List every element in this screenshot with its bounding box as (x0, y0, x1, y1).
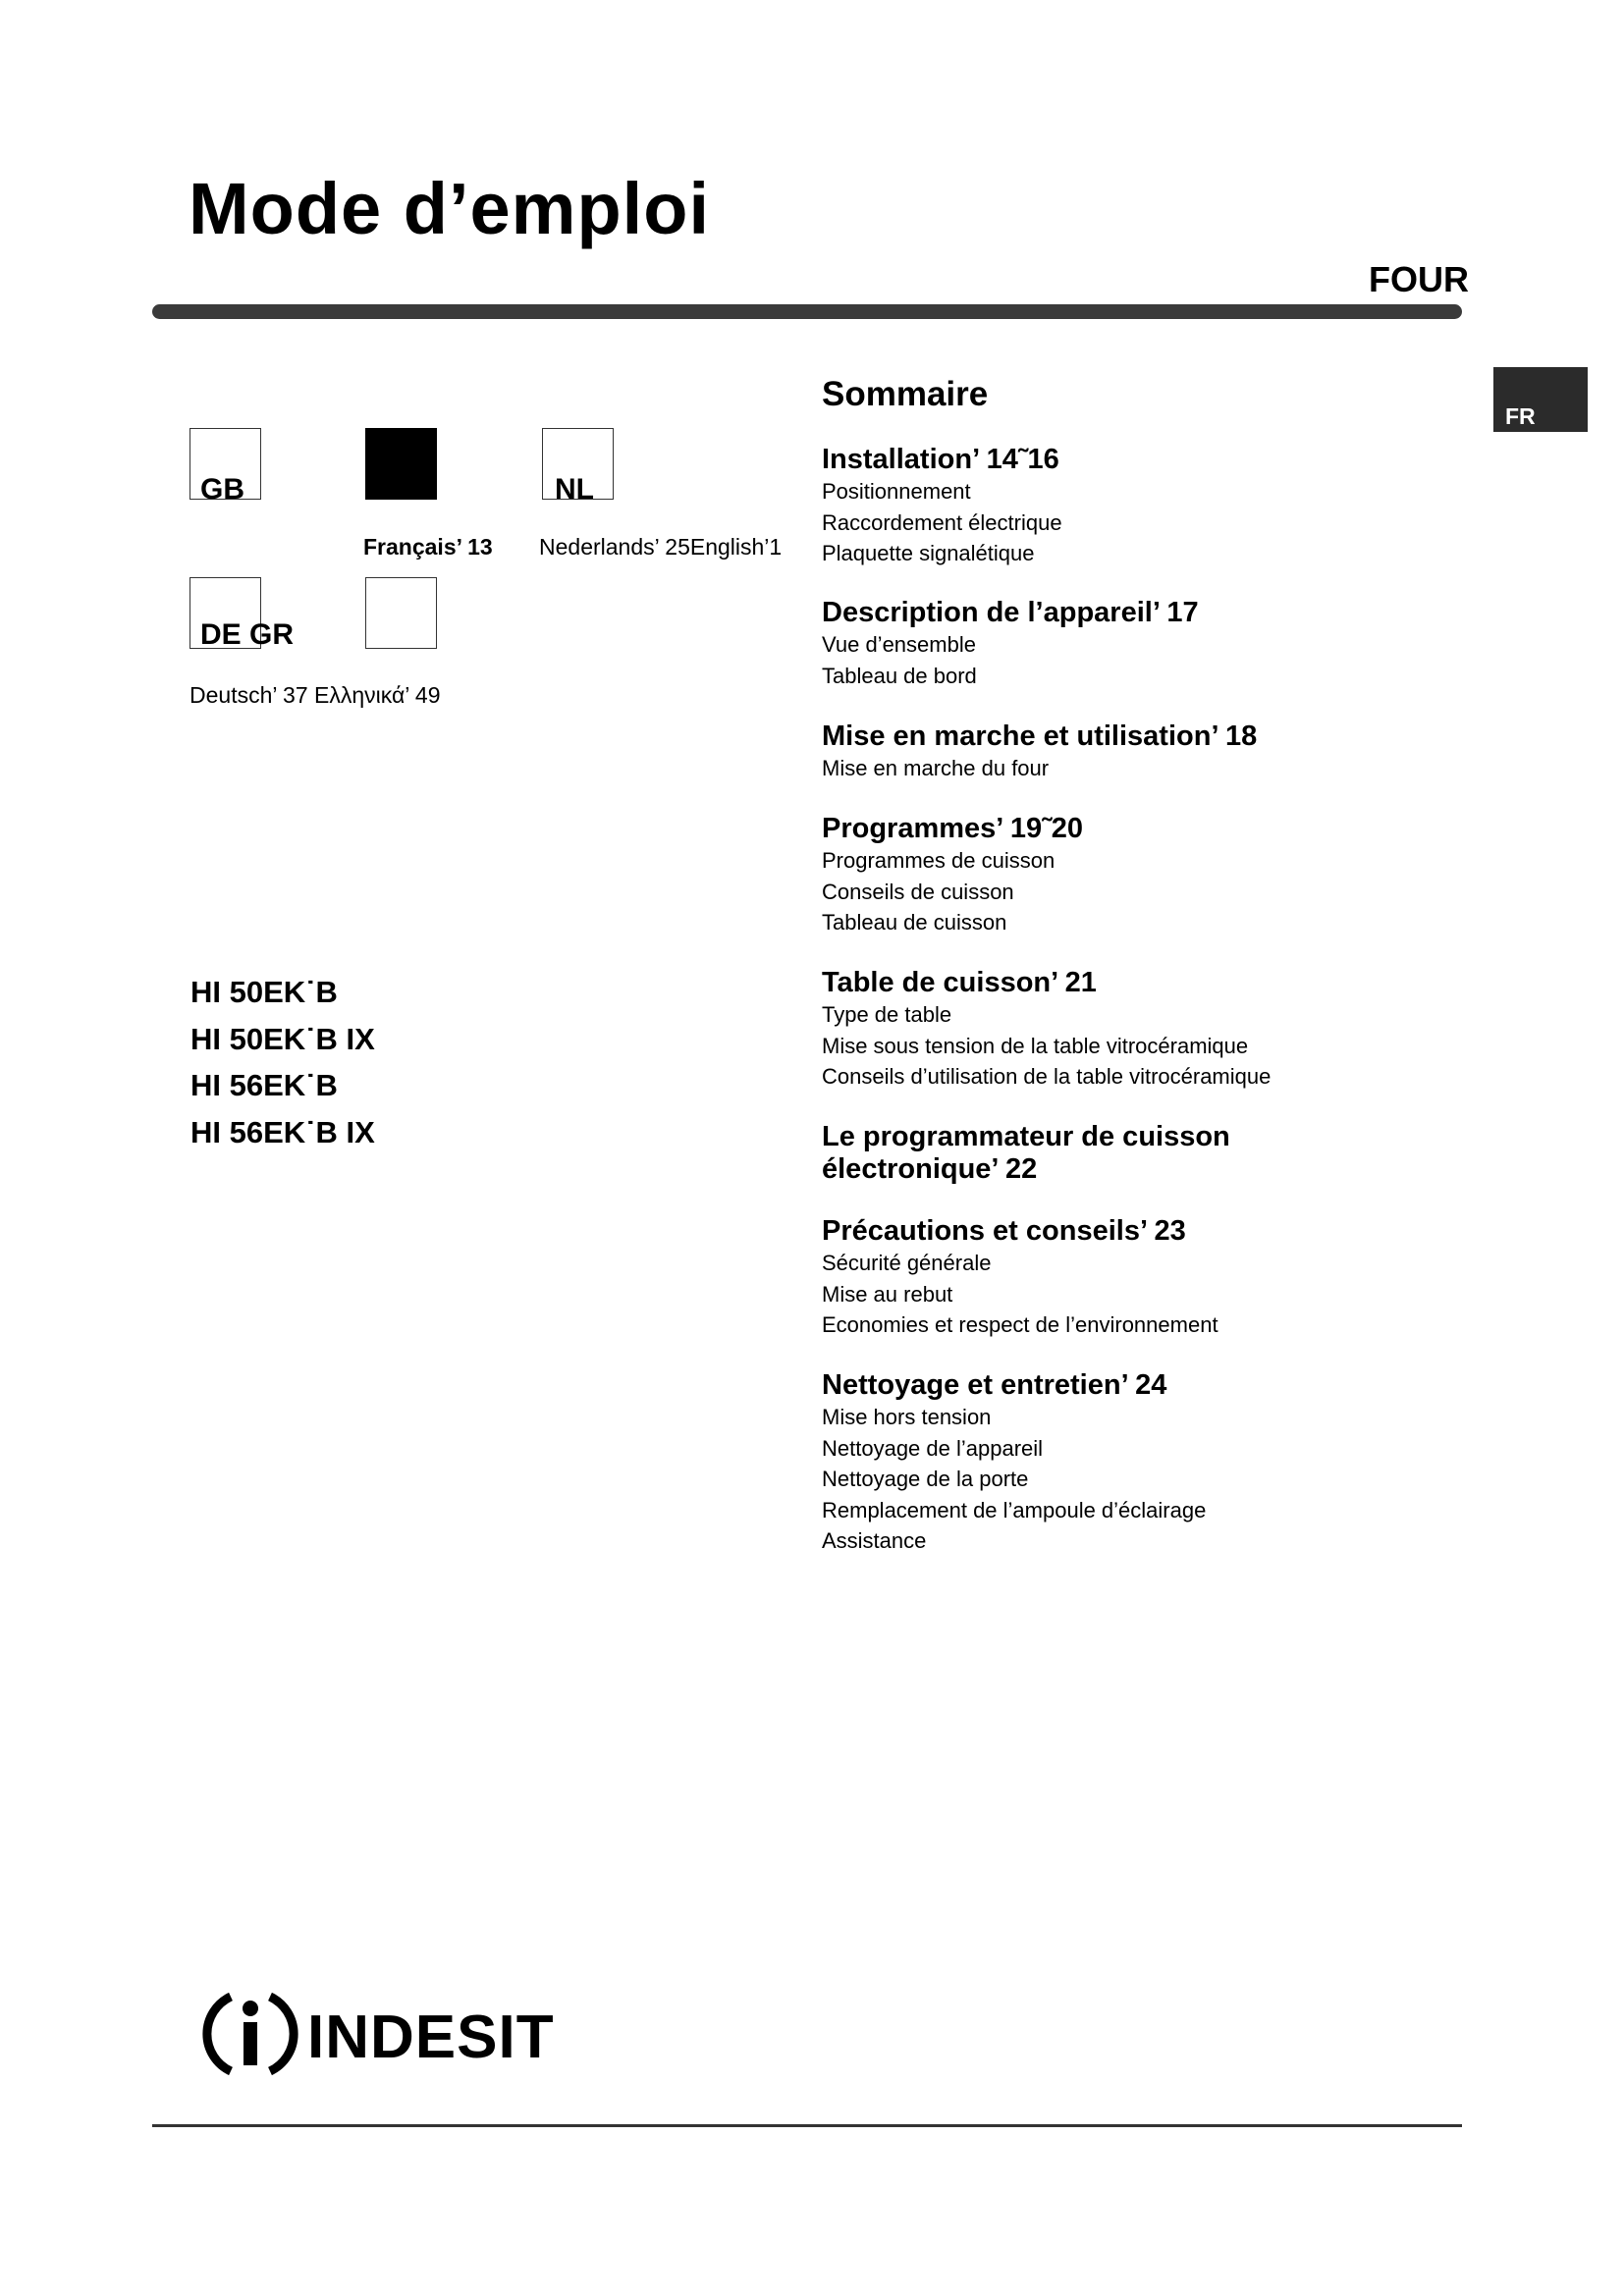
toc-section-title: Nettoyage et entretien’ 24 (822, 1369, 1167, 1401)
toc-section-description (822, 597, 1470, 691)
toc-item: Type de table (822, 1002, 952, 1027)
toc-section-table-cuisson (822, 967, 1470, 1093)
toc-section-programmes (822, 813, 1470, 938)
toc-item: Vue d’ensemble (822, 632, 976, 657)
lang-code-nl: NL (555, 473, 594, 506)
lang-code-gb: GB (200, 473, 244, 506)
lang-box-fr (365, 428, 437, 500)
toc-item: Mise en marche du four (822, 756, 1050, 780)
indesit-logo (201, 1985, 555, 2088)
toc-item: Sécurité générale (822, 1251, 992, 1275)
indesit-i-circle-icon (201, 1985, 299, 2083)
brand-name: INDESIT (307, 2003, 555, 2071)
toc-item: Remplacement de l’ampoule d’éclairage (822, 1497, 1207, 1522)
toc-section-programmateur (822, 1121, 1293, 1186)
toc-item: Raccordement électrique (822, 509, 1062, 535)
lang-label-francais: Français’ 13 (363, 534, 493, 560)
toc-item: Programmes de cuisson (822, 848, 1056, 873)
toc-section-title: Mise en marche et utilisation’ 18 (822, 721, 1258, 752)
toc-section-precautions (822, 1215, 1470, 1341)
toc-item: Assistance (822, 1528, 927, 1553)
model-number: HI 50EK˙B IX (190, 1022, 375, 1056)
lang-label-de-el: Deutsch’ 37 Ελληνικά’ 49 (189, 682, 441, 708)
page-title: Mode d’emploi (189, 168, 710, 249)
toc-item: Tableau de bord (822, 663, 977, 688)
toc-item: Plaquette signalétique (822, 541, 1035, 565)
toc-section-title: Installation’ 14˜16 (822, 444, 1059, 475)
toc-title: Sommaire (822, 375, 989, 413)
language-tab-fr (1493, 367, 1588, 432)
model-number: HI 50EK˙B (190, 975, 338, 1009)
toc-section-title: Description de l’appareil’ 17 (822, 597, 1199, 628)
toc-item: Economies et respect de l’environnement (822, 1312, 1218, 1337)
toc-item: Conseils d’utilisation de la table vitrocéramique (822, 1064, 1272, 1089)
toc-item: Mise sous tension de la table vitrocéramique (822, 1033, 1249, 1058)
document-type: FOUR (1369, 259, 1469, 299)
toc-item: Nettoyage de la porte (822, 1467, 1029, 1491)
lang-code-de-gr: DE GR (200, 618, 295, 651)
model-number: HI 56EK˙B IX (190, 1115, 375, 1149)
toc-section-title: Le programmateur de cuisson électronique’ 22 (822, 1121, 1230, 1185)
model-number: HI 56EK˙B (190, 1068, 338, 1102)
toc-section-title: Précautions et conseils’ 23 (822, 1215, 1186, 1247)
top-divider (152, 304, 1462, 319)
lang-label-nl-en: Nederlands’ 25English’1 (539, 534, 783, 560)
toc-section-title: Programmes’ 19˜20 (822, 813, 1083, 844)
toc-item: Mise hors tension (822, 1405, 992, 1429)
toc-section-nettoyage (822, 1369, 1470, 1557)
toc-item: Positionnement (822, 479, 971, 504)
toc-section-mise-en-marche (822, 721, 1470, 784)
toc-item: Mise au rebut (822, 1281, 953, 1307)
toc-item: Conseils de cuisson (822, 879, 1014, 904)
bottom-divider (152, 2124, 1462, 2127)
language-tab-label: FR (1505, 403, 1536, 429)
toc-item: Tableau de cuisson (822, 910, 1007, 934)
lang-box-gr (365, 577, 437, 649)
toc-section-title: Table de cuisson’ 21 (822, 967, 1097, 998)
toc-section-installation (822, 444, 1470, 569)
toc-item: Nettoyage de l’appareil (822, 1435, 1044, 1461)
